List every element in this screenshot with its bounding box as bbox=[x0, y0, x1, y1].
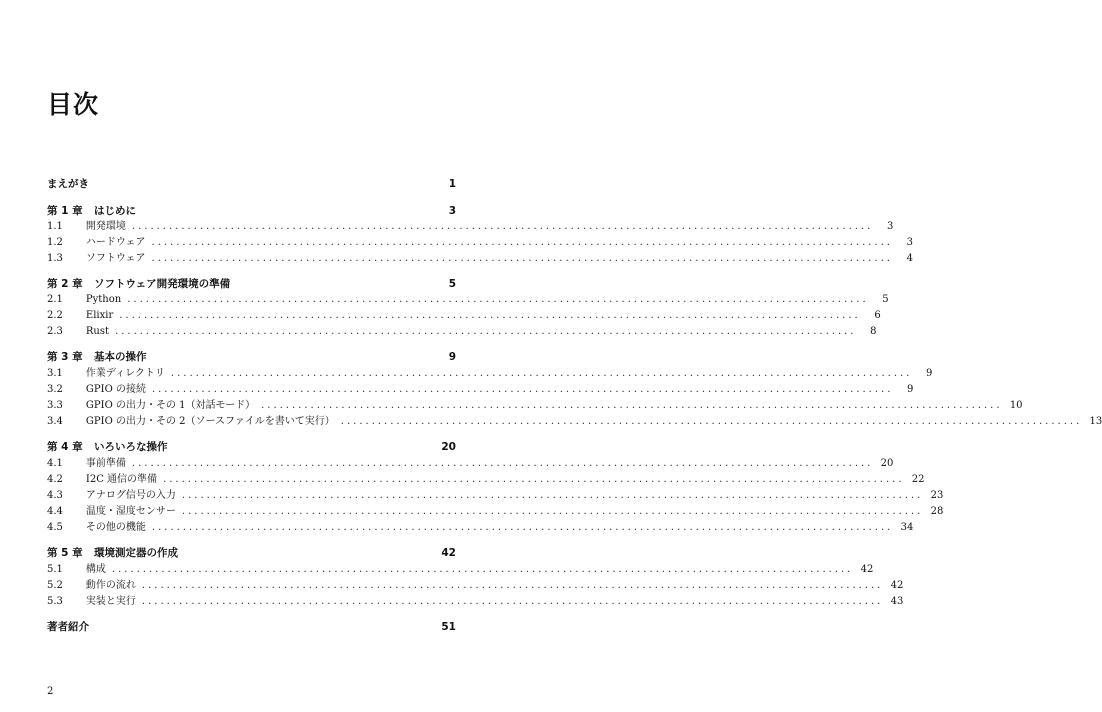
toc-entry-number: 第 4 章 bbox=[47, 441, 83, 453]
dot-leader: ........................................................................................................................ bbox=[151, 384, 894, 395]
toc-entry-number: 3.2 bbox=[47, 384, 63, 395]
dot-leader: ........................................................................................................................ bbox=[111, 564, 854, 575]
dot-leader: ........................................................................................................................ bbox=[141, 596, 884, 607]
toc-section-entry bbox=[47, 398, 1023, 413]
dot-leader: ........................................................................................................................ bbox=[119, 310, 861, 321]
toc-section-entry bbox=[47, 562, 874, 577]
toc-entry-page: 3 bbox=[906, 237, 913, 248]
toc-section-entry bbox=[47, 472, 925, 487]
toc-entry-number: 1.3 bbox=[47, 253, 63, 264]
toc-entry-title: 開発環境 bbox=[85, 221, 126, 232]
page-number: 2 bbox=[47, 686, 54, 697]
toc-section-entry bbox=[47, 578, 904, 593]
toc-section-entry bbox=[47, 382, 914, 397]
toc-entry-title: Python bbox=[85, 294, 122, 305]
toc-entry-page: 23 bbox=[930, 490, 944, 501]
toc-entry-page: 1 bbox=[448, 178, 456, 190]
toc-section-entry bbox=[47, 594, 904, 609]
toc-section-entry bbox=[47, 456, 894, 471]
toc-entry-page: 20 bbox=[441, 441, 456, 453]
toc-entry-title: 事前準備 bbox=[85, 458, 126, 469]
toc-entry-title: 温度・湿度センサー bbox=[85, 506, 176, 517]
toc-entry-number: 5.3 bbox=[47, 596, 63, 607]
toc-entry-title: 実装と実行 bbox=[85, 596, 136, 607]
toc-entry-title: I2C 通信の準備 bbox=[85, 474, 158, 485]
toc-entry-page: 3 bbox=[886, 221, 894, 232]
toc-chapter-entry bbox=[47, 546, 456, 561]
dot-leader: ........................................................................................................................ bbox=[181, 490, 924, 501]
dot-leader: ........................................................................................................................ bbox=[127, 294, 869, 305]
toc-entry-number: 4.4 bbox=[47, 506, 63, 517]
toc-chapter-entry bbox=[47, 204, 456, 219]
toc-entry-number: 第 1 章 bbox=[47, 205, 83, 217]
dot-leader: ........................................................................................................................ bbox=[141, 580, 884, 591]
toc-entry-title: ソフトウェア bbox=[85, 253, 146, 264]
toc-section-entry bbox=[47, 324, 877, 339]
toc-entry-page: 42 bbox=[860, 564, 874, 575]
toc-entry-title: はじめに bbox=[94, 205, 136, 217]
toc-section-entry bbox=[47, 308, 881, 323]
toc-entry-page: 42 bbox=[441, 547, 456, 559]
toc-entry-number: 2.1 bbox=[47, 294, 63, 305]
dot-leader: ........................................................................................................................ bbox=[151, 253, 893, 264]
toc-entry-title: 動作の流れ bbox=[85, 580, 136, 591]
toc-entry-title: 環境測定器の作成 bbox=[94, 547, 178, 559]
toc-entry-title: GPIO の出力・その 1（対話モード） bbox=[85, 400, 256, 411]
toc-entry-number: 5.2 bbox=[47, 580, 63, 591]
toc-entry-page: 34 bbox=[900, 522, 914, 533]
toc-chapter-entry bbox=[47, 350, 456, 365]
toc-entry-title: 基本の操作 bbox=[94, 351, 147, 363]
toc-section-entry bbox=[47, 292, 889, 307]
toc-entry-title: 構成 bbox=[85, 564, 106, 575]
dot-leader: ........................................................................................................................ bbox=[115, 326, 857, 337]
toc-entry-title: ソフトウェア開発環境の準備 bbox=[94, 278, 231, 290]
toc-entry-number: 3.4 bbox=[47, 416, 63, 427]
toc-entry-number: 2.3 bbox=[47, 326, 63, 337]
toc-section-entry bbox=[47, 235, 913, 250]
toc-section-entry bbox=[47, 219, 894, 234]
toc-entry-number: 第 3 章 bbox=[47, 351, 83, 363]
toc-entry-title: Rust bbox=[85, 326, 110, 337]
toc-entry-page: 4 bbox=[906, 253, 913, 264]
toc-entry-page: 43 bbox=[890, 596, 904, 607]
toc-entry-number: 3.3 bbox=[47, 400, 63, 411]
toc-entry-page: 51 bbox=[441, 621, 456, 633]
toc-section-entry bbox=[47, 251, 913, 266]
toc-entry-number: 4.2 bbox=[47, 474, 63, 485]
dot-leader: ........................................................................................................................ bbox=[340, 416, 1083, 427]
dot-leader: ........................................................................................................................ bbox=[163, 474, 905, 485]
toc-entry-page: 9 bbox=[907, 384, 914, 395]
toc-entry-page: 5 bbox=[448, 278, 456, 290]
toc-entry-page: 28 bbox=[930, 506, 944, 517]
toc-entry-number: 4.3 bbox=[47, 490, 63, 501]
dot-leader: ........................................................................................................................ bbox=[181, 506, 924, 517]
dot-leader: ........................................................................................................................ bbox=[131, 458, 874, 469]
toc-entry-title: まえがき bbox=[47, 178, 89, 190]
toc-entry-page: 3 bbox=[448, 205, 456, 217]
toc-entry-page: 6 bbox=[874, 310, 881, 321]
toc-section-entry bbox=[47, 520, 914, 535]
toc-entry-page: 20 bbox=[880, 458, 894, 469]
toc-entry-title: GPIO の出力・その 2（ソースファイルを書いて実行） bbox=[85, 416, 335, 427]
toc-chapter-entry bbox=[47, 440, 456, 455]
toc-entry-number: 1.2 bbox=[47, 237, 63, 248]
toc-section-entry bbox=[47, 488, 944, 503]
toc-entry-number: 4.1 bbox=[47, 458, 63, 469]
toc-section-entry bbox=[47, 366, 933, 381]
dot-leader: ........................................................................................................................ bbox=[131, 221, 874, 232]
toc-entry-number: 1.1 bbox=[47, 221, 63, 232]
dot-leader: ........................................................................................................................ bbox=[151, 237, 893, 248]
toc-section-entry bbox=[47, 504, 944, 519]
toc-entry-page: 13 bbox=[1089, 416, 1102, 427]
dot-leader: ........................................................................................................................ bbox=[151, 522, 894, 533]
toc-entry-title: GPIO の接続 bbox=[85, 384, 146, 395]
dot-leader: ........................................................................................................................ bbox=[261, 400, 1003, 411]
toc-entry-number: 2.2 bbox=[47, 310, 63, 321]
toc-entry-title: ハードウェア bbox=[85, 237, 146, 248]
toc-entry-number: 5.1 bbox=[47, 564, 63, 575]
toc-entry-number: 第 5 章 bbox=[47, 547, 83, 559]
toc-entry-number: 3.1 bbox=[47, 368, 63, 379]
toc-entry-title: その他の機能 bbox=[85, 522, 146, 533]
toc-entry-page: 42 bbox=[890, 580, 904, 591]
toc-entry-title: いろいろな操作 bbox=[94, 441, 168, 453]
dot-leader: ........................................................................................................................ bbox=[170, 368, 913, 379]
toc-entry-page: 5 bbox=[882, 294, 889, 305]
toc-chapter-entry bbox=[47, 177, 456, 192]
toc-entry-title: アナログ信号の入力 bbox=[85, 490, 176, 501]
toc-entry-page: 22 bbox=[911, 474, 925, 485]
toc-entry-number: 4.5 bbox=[47, 522, 63, 533]
toc-entry-number: 第 2 章 bbox=[47, 278, 83, 290]
toc-entry-page: 8 bbox=[870, 326, 877, 337]
toc-entry-title: Elixir bbox=[85, 310, 114, 321]
toc-section-entry bbox=[47, 414, 1102, 429]
toc-entry-title: 著者紹介 bbox=[47, 621, 89, 633]
toc-chapter-entry bbox=[47, 620, 456, 635]
toc-entry-page: 9 bbox=[448, 351, 456, 363]
page-title: 目次 bbox=[47, 90, 100, 119]
toc-entry-page: 10 bbox=[1009, 400, 1023, 411]
toc-chapter-entry bbox=[47, 277, 456, 292]
toc-entry-title: 作業ディレクトリ bbox=[85, 368, 165, 379]
toc-entry-page: 9 bbox=[925, 368, 933, 379]
